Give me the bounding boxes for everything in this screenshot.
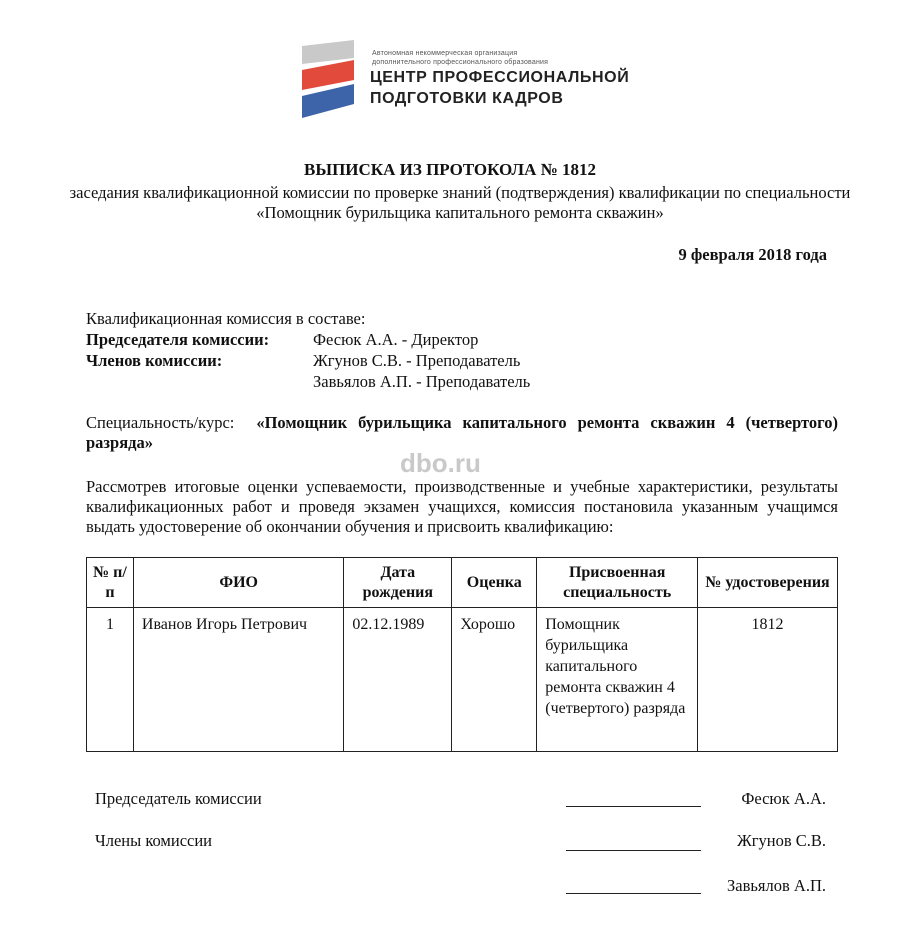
org-name-line1: ЦЕНТР ПРОФЕССИОНАЛЬНОЙ xyxy=(370,69,630,86)
cell-number: 1 xyxy=(87,608,134,752)
members-label: Членов комиссии: xyxy=(86,351,223,370)
cell-birthdate: 02.12.1989 xyxy=(344,608,452,752)
cell-specialty: Помощник бурильщика капитального ремонта скважин 4 (четвертого) разряда xyxy=(537,608,698,752)
header-fio: ФИО xyxy=(133,558,343,608)
specialty-block xyxy=(86,413,838,453)
sig-members-label: Члены комиссии xyxy=(95,831,213,850)
org-type-line2: дополнительного профессионального образования xyxy=(372,59,549,66)
cell-fio: Иванов Игорь Петрович xyxy=(133,608,343,752)
sig-member2-name: Завьялов А.П. xyxy=(727,876,826,895)
organization-logo xyxy=(302,40,354,120)
logo-stripe-blue xyxy=(302,84,354,118)
watermark: dbo.ru xyxy=(400,448,481,478)
sig-member1-name: Жгунов С.В. xyxy=(736,831,826,850)
sig-member1-line xyxy=(566,850,701,851)
header-grade: Оценка xyxy=(452,558,537,608)
decision-text: Рассмотрев итоговые оценки успеваемости, производственные и учебные характеристики, результаты квалификационных работ и проведя экзамен учащихся, комиссия постановила указанным учащимся выдать удостоверение об окончании обучения и присвоить квалификацию: xyxy=(86,477,838,536)
document-title: ВЫПИСКА ИЗ ПРОТОКОЛА № 1812 xyxy=(304,160,596,179)
chair-value: Фесюк А.А. - Директор xyxy=(313,330,479,349)
member1-value: Жгунов С.В. - Преподаватель xyxy=(313,351,521,370)
table-header-row xyxy=(87,558,838,608)
header-certificate: № удостоверения xyxy=(698,558,838,608)
sig-chair-label: Председатель комиссии xyxy=(95,789,262,808)
sig-chair-name: Фесюк А.А. xyxy=(741,789,826,808)
logo-stripe-red xyxy=(302,60,354,90)
specialty-label: Специальность/курс: xyxy=(86,413,235,432)
commission-intro: Квалификационная комиссия в составе: xyxy=(86,309,366,328)
sig-member2-line xyxy=(566,893,701,894)
org-name-line2: ПОДГОТОВКИ КАДРОВ xyxy=(370,90,564,107)
member2-value: Завьялов А.П. - Преподаватель xyxy=(313,372,531,391)
header-number: № п/п xyxy=(87,558,134,608)
document-date: 9 февраля 2018 года xyxy=(678,245,827,264)
cell-grade: Хорошо xyxy=(452,608,537,752)
cell-certificate: 1812 xyxy=(698,608,838,752)
table-row xyxy=(87,608,838,752)
header-birthdate: Дата рождения xyxy=(344,558,452,608)
header-specialty: Присвоенная специальность xyxy=(537,558,698,608)
logo-stripe-gray xyxy=(302,40,354,64)
results-table xyxy=(86,557,838,752)
specialty-value: «Помощник бурильщика капитального ремонта скважин 4 (четвертого) разряда» xyxy=(86,413,838,452)
chair-label: Председателя комиссии: xyxy=(86,330,270,349)
sig-chair-line xyxy=(566,806,701,807)
org-type-line1: Автономная некоммерческая организация xyxy=(372,50,518,57)
document-subtitle: заседания квалификационной комиссии по проверке знаний (подтверждения) квалификации по специальности «Помощник бурильщика капитального ремонта скважин» xyxy=(69,183,851,222)
